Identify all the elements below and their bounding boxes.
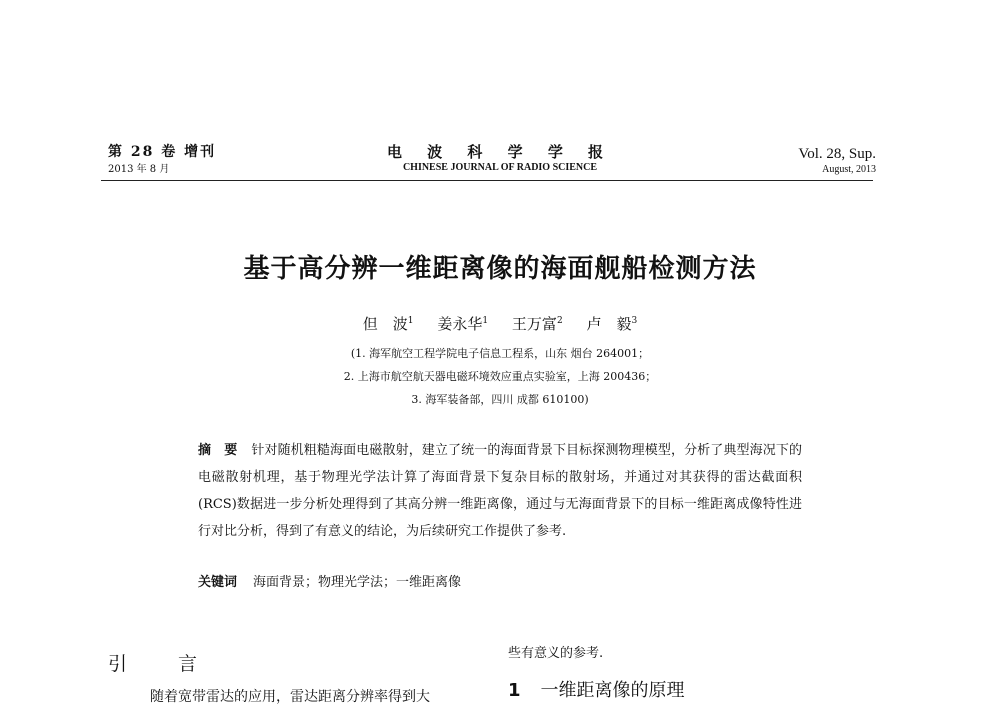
author: 但 波 [362, 315, 408, 333]
section-1-heading [508, 676, 685, 702]
author: 卢 毅 [586, 315, 632, 333]
author-aff: 2 [556, 316, 563, 326]
journal-volume-en: Vol. 28, Sup. [798, 146, 876, 162]
paper-title: 基于高分辨一维距离像的海面舰船检测方法 [243, 254, 757, 284]
header-rule [101, 180, 873, 181]
section-number: 1 [508, 680, 521, 701]
author-aff: 1 [482, 316, 489, 326]
author-line [0, 313, 1000, 334]
section-title: 一维距离像的原理 [540, 680, 685, 701]
right-column-text: 些有意义的参考. [508, 646, 604, 661]
keywords-text: 海面背景；物理光学法；一维距离像 [253, 575, 462, 590]
journal-name-en: CHINESE JOURNAL OF RADIO SCIENCE [402, 162, 598, 173]
affiliation-2: 2. 上海市航空航天器电磁环境效应重点实验室，上海 200436； [343, 370, 657, 383]
abstract-text: 针对随机粗糙海面电磁散射，建立了统一的海面背景下目标探测物理模型，分析了典型海况下的电磁散射机理，基于物理光学法计算了海面背景下复杂目标的散射场，并通过对其获得的雷达截面积(RCS)数据进一步分析处理得到了其高分辨一维距离像，通过与无海面背景下的目标一维距离成像特性进行对比分析，得到了有意义的结论，为后续研究工作提供了参考. [198, 443, 802, 539]
author: 王万富 [511, 315, 557, 333]
journal-date-en: August, 2013 [822, 164, 876, 175]
abstract [198, 437, 802, 545]
author: 姜永华 [437, 315, 483, 333]
affiliation-1: (1. 海军航空工程学院电子信息工程系，山东 烟台 264001； [350, 347, 650, 360]
intro-paragraph: 随着宽带雷达的应用，雷达距离分辨率得到大 [150, 689, 430, 705]
author-aff: 3 [631, 316, 638, 326]
journal-volume: 第 28 卷 增刊 [108, 144, 217, 160]
abstract-label: 摘 要 [198, 443, 238, 458]
intro-heading: 引 言 [108, 653, 214, 675]
journal-name-cn: 电 波 科 学 学 报 [386, 143, 614, 161]
author-aff: 1 [407, 316, 414, 326]
journal-date: 2013 年 8 月 [108, 164, 170, 175]
keywords-label: 关键词 [198, 575, 238, 590]
affiliation-3: 3. 海军装备部，四川 成都 610100) [411, 393, 589, 406]
keywords [198, 571, 461, 590]
